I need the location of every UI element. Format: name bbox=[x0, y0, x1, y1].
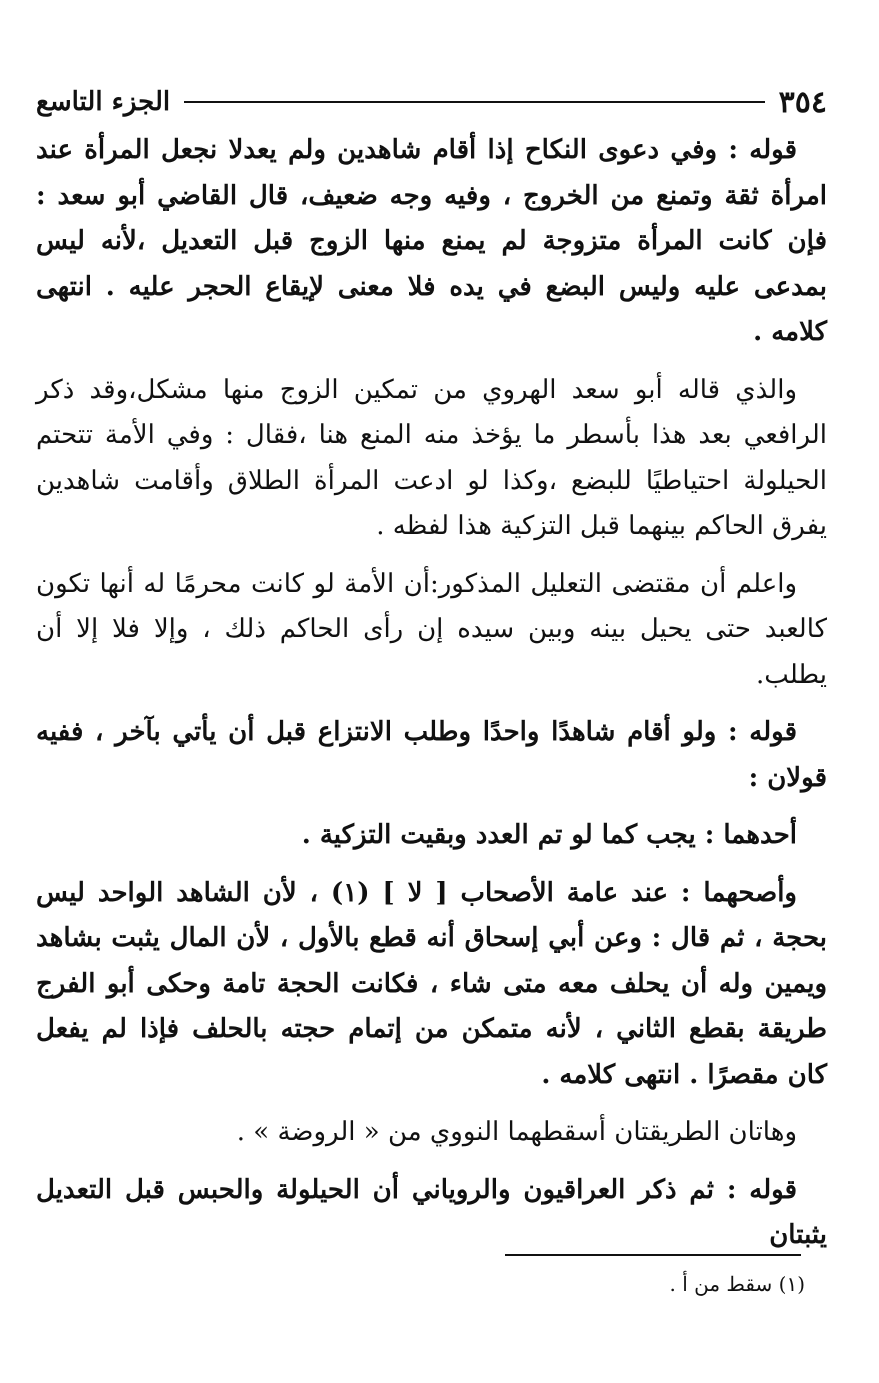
page-header bbox=[36, 80, 827, 124]
page-number: ٣٥٤ bbox=[778, 84, 827, 120]
header-rule bbox=[184, 101, 765, 103]
paragraph-8: قوله : ثم ذكر العراقيون والروياني أن الحيلولة والحبس قبل التعديل يثبتان bbox=[36, 1174, 827, 1250]
paragraph-2: والذي قاله أبو سعد الهروي من تمكين الزوج منها مشكل،وقد ذكر الرافعي بعد هذا بأسطر ما يؤخذ منه المنع هنا ،فقال : وفي الأمة تتحتم الحيلولة احتياطيًا للبضع ،وكذا لو ادعت المرأة الطلاق وأقامت شاهدين يفرق الحاكم بينهما قبل التزكية هذا لفظه . bbox=[36, 374, 827, 541]
running-title: الجزء التاسع bbox=[36, 87, 171, 117]
paragraph-4: قوله : ولو أقام شاهدًا واحدًا وطلب الانتزاع قبل أن يأتي بآخر ، ففيه قولان : bbox=[36, 717, 827, 793]
paragraph-6: وأصحهما : عند عامة الأصحاب [ لا ] (١) ، لأن الشاهد الواحد ليس بحجة ، ثم قال : وعن أبي إسحاق أنه قطع بالأول ، لأن المال يثبت بشاهد ويمين وله أن يحلف معه متى شاء ، فكانت الحجة تامة وحكى أبو الفرج طريقة بقطع الثاني ، لأنه متمكن من إتمام حجته بالحلف فإذا لم يفعل كان مقصرًا . انتهى كلامه . bbox=[36, 877, 827, 1090]
footnote-rule bbox=[505, 1254, 801, 1256]
paragraph-7: وهاتان الطريقتان أسقطهما النووي من « الروضة » . bbox=[236, 1117, 797, 1147]
footnote: (١) سقط من أ . bbox=[669, 1272, 805, 1296]
paragraph-1: قوله : وفي دعوى النكاح إذا أقام شاهدين ولم يعدلا نجعل المرأة عند امرأة ثقة وتمنع من الخروج ، وفيه وجه ضعيف، قال القاضي أبو سعد : فإن كانت المرأة متزوجة لم يمنع منها الزوج قبل التعديل ،لأنه ليس بمدعى عليه وليس البضع في يده فلا معنى لإيقاع الحجر عليه . انتهى كلامه . bbox=[36, 135, 827, 347]
paragraph-5: أحدهما : يجب كما لو تم العدد وبقيت التزكية . bbox=[301, 820, 797, 850]
paragraph-3: واعلم أن مقتضى التعليل المذكور:أن الأمة لو كانت محرمًا له أنها تكون كالعبد حتى يحيل بينه وبين سيده إن رأى الحاكم ذلك ، وإلا فلا إلا أن يطلب. bbox=[36, 568, 827, 690]
page-body bbox=[36, 128, 827, 1259]
